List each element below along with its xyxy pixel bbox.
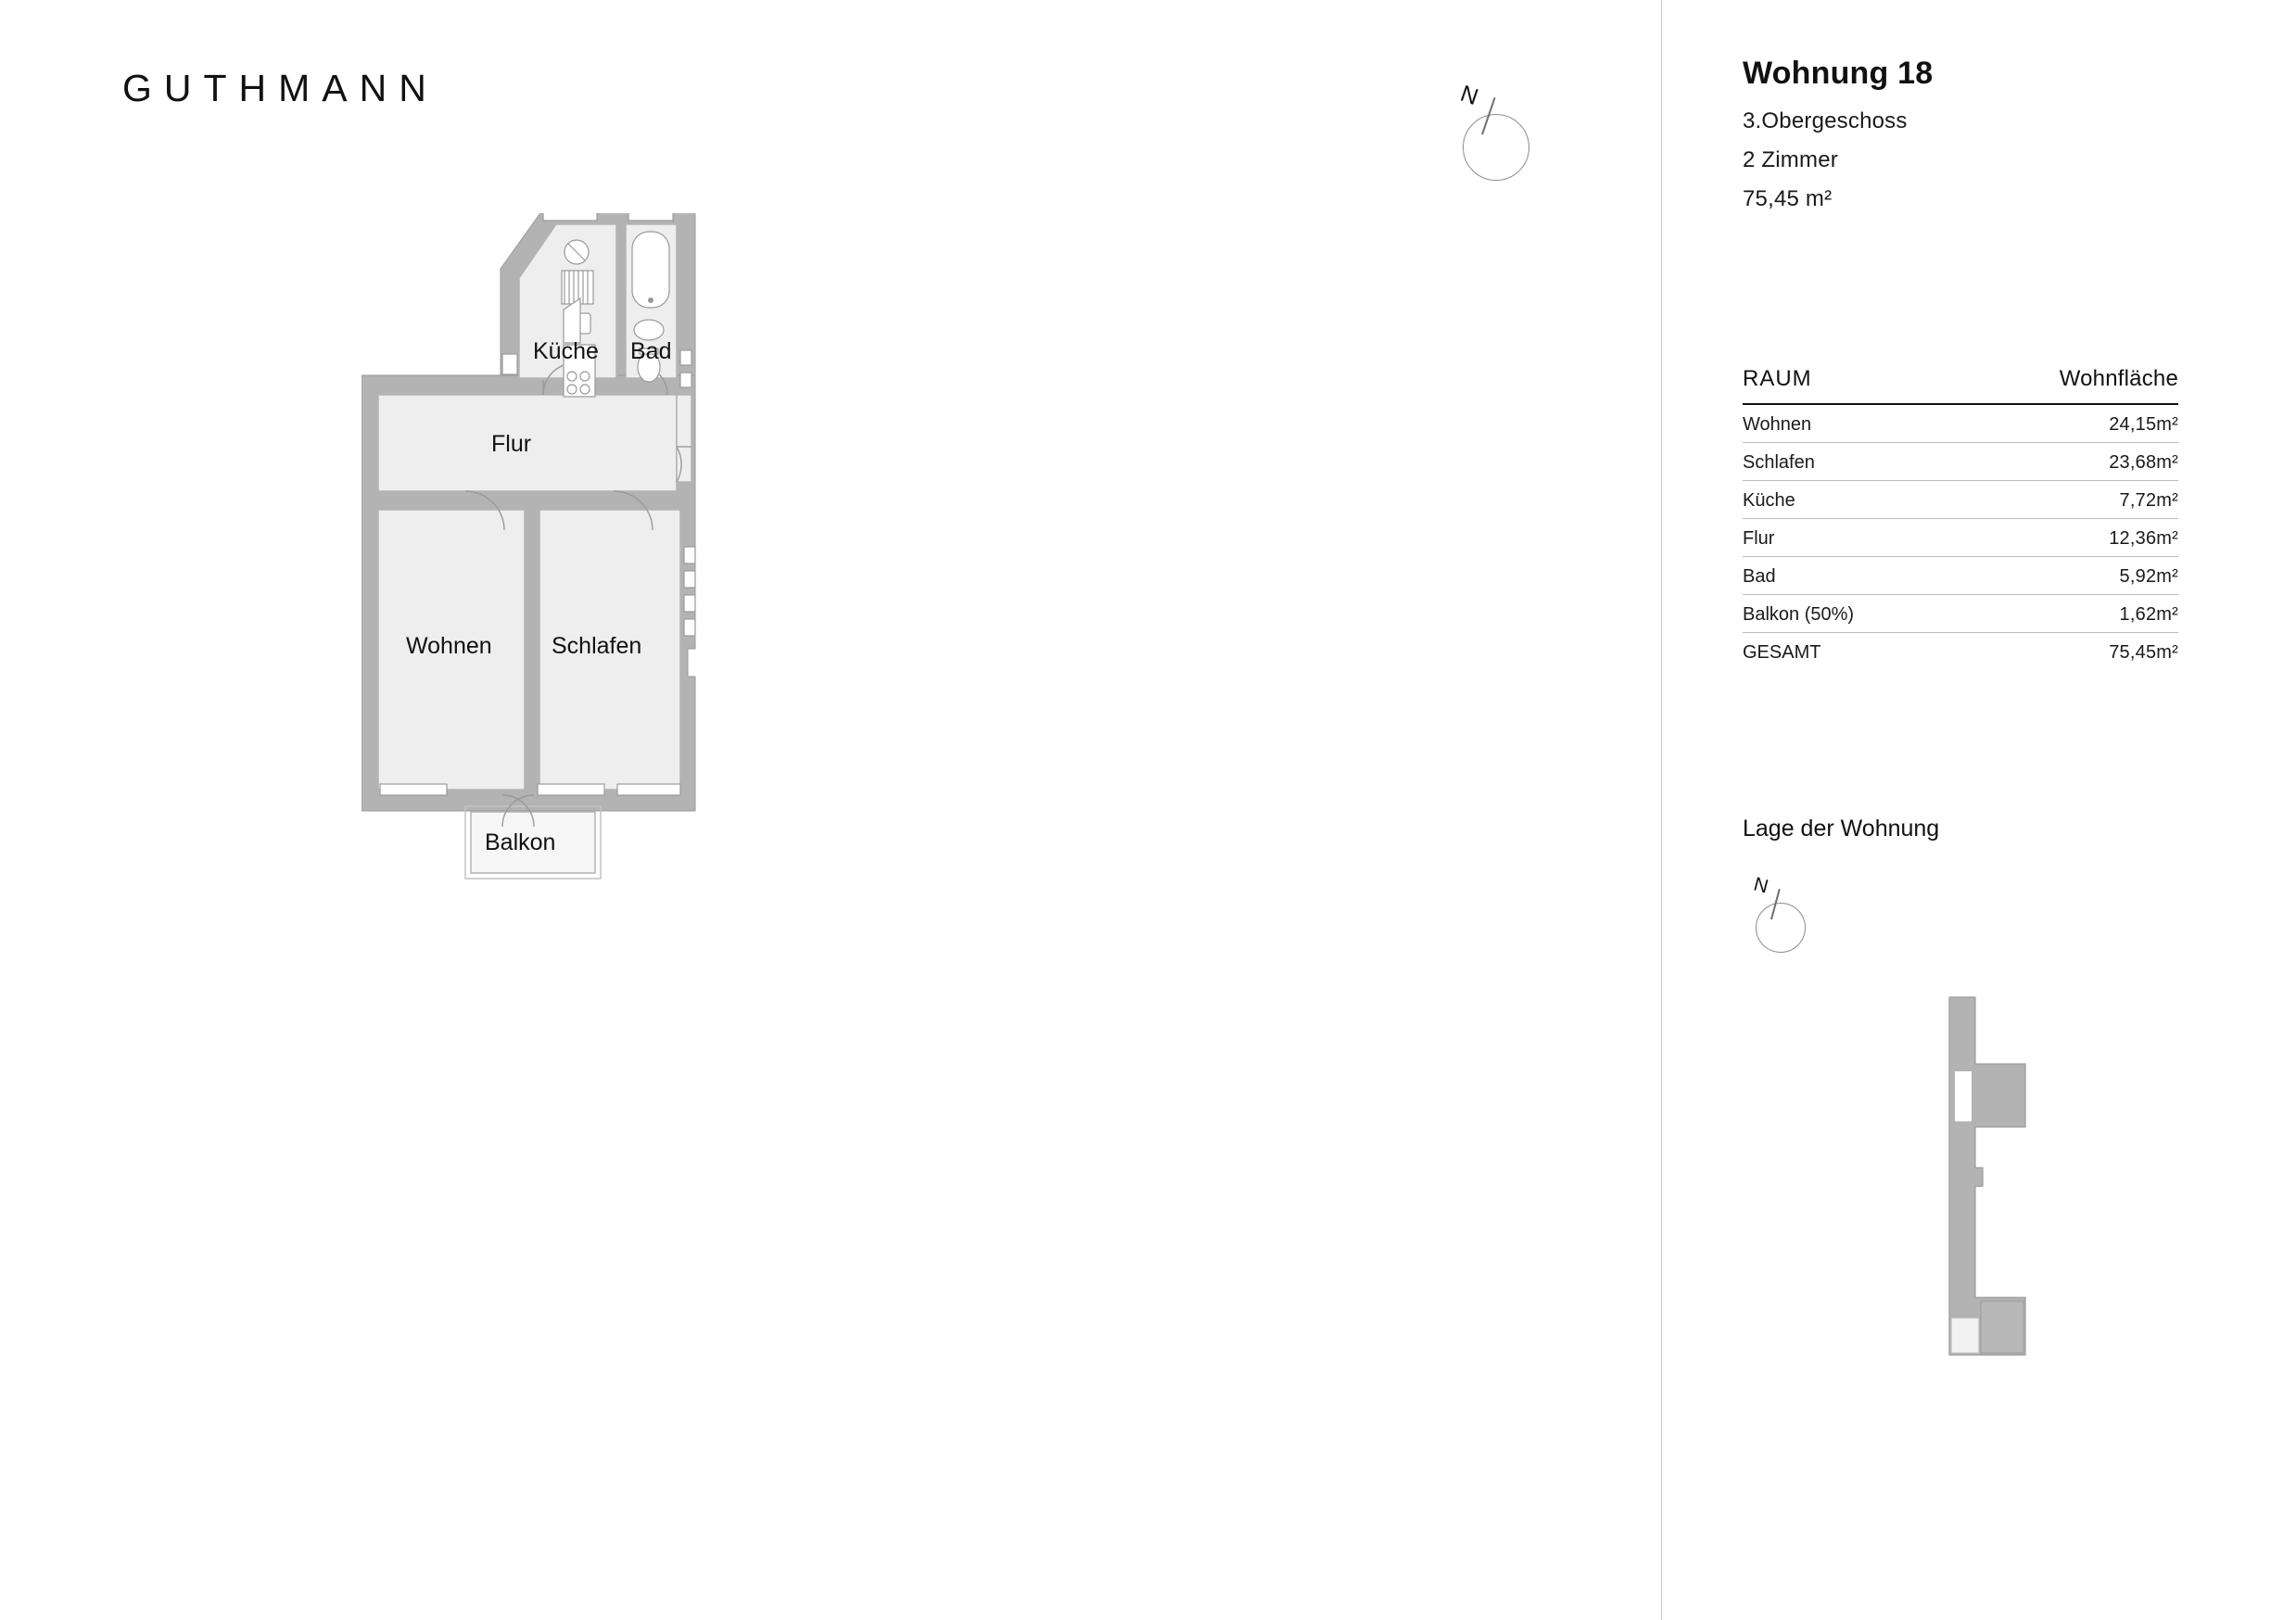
row-label: Küche bbox=[1743, 490, 1795, 511]
window-kueche bbox=[543, 213, 597, 221]
window-wohnen bbox=[380, 784, 447, 795]
washbasin-icon bbox=[634, 320, 664, 340]
unit-info-panel bbox=[1743, 56, 2206, 225]
unit-area: 75,45 m² bbox=[1743, 186, 1833, 211]
row-label: Bad bbox=[1743, 566, 1776, 587]
row-value: 23,68m² bbox=[2109, 452, 2178, 473]
window-schlafen-1 bbox=[538, 784, 604, 795]
panel-divider bbox=[1661, 0, 1662, 1620]
area-table-header bbox=[1743, 366, 2178, 403]
row-value: 12,36m² bbox=[2109, 528, 2178, 549]
label-schlafen: Schlafen bbox=[552, 633, 642, 659]
bathtub-icon bbox=[632, 232, 669, 308]
table-row bbox=[1743, 405, 2178, 443]
window-bad-side-1 bbox=[680, 350, 691, 365]
row-label: Flur bbox=[1743, 528, 1775, 549]
row-label: Balkon (50%) bbox=[1743, 604, 1855, 625]
location-title: Lage der Wohnung bbox=[1743, 816, 1940, 842]
label-wohnen: Wohnen bbox=[406, 633, 492, 659]
floor-plan bbox=[362, 213, 1122, 1353]
area-table bbox=[1743, 366, 2178, 670]
site-plan-svg bbox=[1933, 992, 2081, 1381]
area-table-header-room: RAUM bbox=[1743, 366, 1812, 391]
row-value: 7,72m² bbox=[2119, 490, 2178, 511]
table-row bbox=[1743, 557, 2178, 595]
compass-north-letter: N bbox=[1457, 80, 1482, 111]
compass-north-main bbox=[1446, 80, 1529, 181]
site-unit-secondary bbox=[1951, 1318, 1979, 1353]
row-value: 24,15m² bbox=[2109, 414, 2178, 435]
label-bad: Bad bbox=[630, 338, 672, 364]
row-value: 5,92m² bbox=[2119, 566, 2178, 587]
table-row bbox=[1743, 481, 2178, 519]
table-row bbox=[1743, 519, 2178, 557]
unit-floor: 3.Obergeschoss bbox=[1743, 108, 1908, 133]
site-plan bbox=[1933, 992, 2081, 1381]
label-flur: Flur bbox=[491, 431, 532, 457]
compass-north-small bbox=[1743, 873, 1808, 955]
row-value: 75,45m² bbox=[2109, 642, 2178, 663]
compass-ring bbox=[1463, 114, 1529, 181]
table-row bbox=[1743, 595, 2178, 633]
table-row-total bbox=[1743, 633, 2178, 670]
compass-ring bbox=[1756, 903, 1806, 953]
row-label: Schlafen bbox=[1743, 452, 1815, 473]
window-side-1 bbox=[684, 547, 695, 563]
window-side-3 bbox=[684, 595, 695, 612]
site-unit-highlight bbox=[1981, 1301, 2023, 1353]
area-table-header-area: Wohnfläche bbox=[2059, 366, 2178, 391]
window-bad-side-2 bbox=[680, 373, 691, 387]
window-bad bbox=[628, 213, 673, 221]
window-side-2 bbox=[684, 571, 695, 588]
floor-plan-svg bbox=[362, 213, 1122, 1353]
label-balkon: Balkon bbox=[485, 829, 556, 855]
row-label: GESAMT bbox=[1743, 642, 1821, 663]
page-title: Wohnung 18 bbox=[1743, 56, 1934, 91]
kitchen-counter bbox=[562, 271, 593, 304]
unit-rooms: 2 Zimmer bbox=[1743, 147, 1838, 172]
compass-north-letter: N bbox=[1751, 873, 1771, 898]
label-kueche: Küche bbox=[533, 338, 599, 364]
window-schlafen-2 bbox=[617, 784, 680, 795]
brand-logo: GUTHMANN bbox=[122, 67, 438, 109]
row-label: Wohnen bbox=[1743, 414, 1812, 435]
table-row bbox=[1743, 443, 2178, 481]
row-value: 1,62m² bbox=[2119, 604, 2178, 625]
window-kueche-left bbox=[502, 354, 517, 374]
window-side-4 bbox=[684, 619, 695, 636]
